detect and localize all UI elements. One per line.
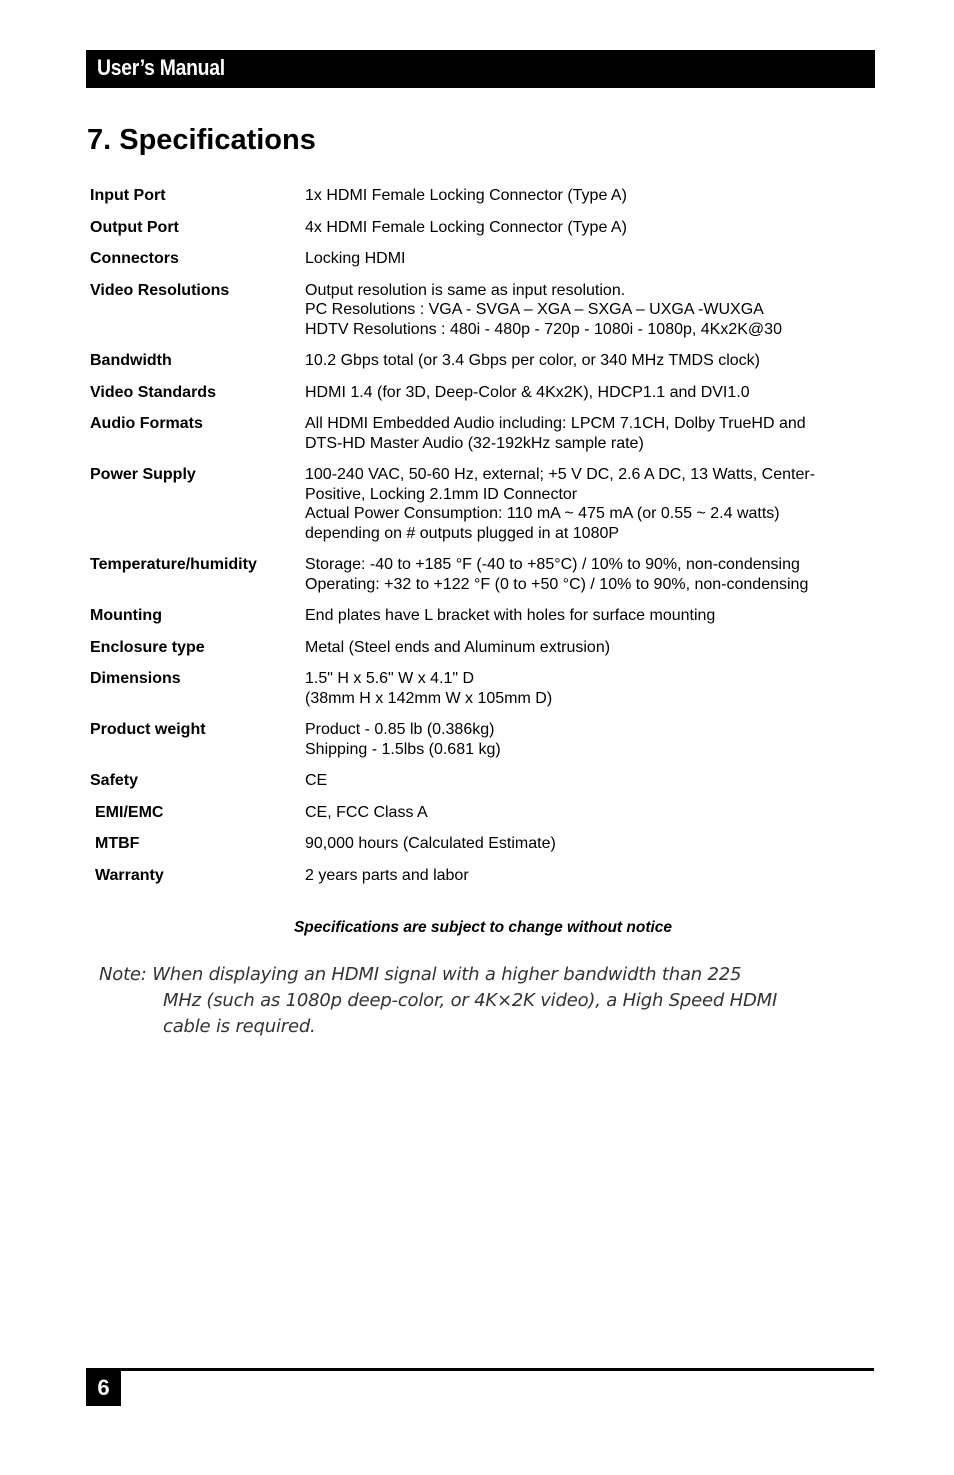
spec-value-line: Storage: -40 to +185 °F (-40 to +85°C) / 10% to 90%, non-condensing	[305, 556, 800, 573]
spec-value-line: PC Resolutions : VGA - SVGA – XGA – SXGA – UXGA -WUXGA	[305, 301, 764, 318]
spec-label: Power Supply	[90, 466, 196, 483]
spec-value-line: 2 years parts and labor	[305, 866, 469, 884]
spec-label: Output Port	[90, 218, 179, 236]
spec-value-line: Locking HDMI	[305, 250, 406, 267]
spec-label: Bandwidth	[90, 352, 172, 369]
note-line: Note: When displaying an HDMI signal with a higher bandwidth than 225	[99, 964, 742, 985]
specifications-table	[90, 186, 870, 897]
spec-value-line: CE, FCC Class A	[305, 803, 428, 821]
spec-value-line: Shipping - 1.5lbs (0.681 kg)	[305, 740, 501, 758]
spec-label: Product weight	[90, 721, 206, 738]
spec-row-bandwidth	[90, 351, 870, 371]
spec-label: Mounting	[90, 607, 162, 624]
note-line: cable is required.	[163, 1016, 316, 1037]
spec-row-connectors	[90, 249, 870, 269]
spec-label: Warranty	[95, 866, 164, 884]
spec-row-video-standards	[90, 383, 870, 403]
spec-row-output-port	[90, 218, 870, 238]
spec-row-product-weight	[90, 720, 870, 759]
spec-value-line: 1.5" H x 5.6" W x 4.1" D	[305, 670, 475, 687]
spec-label: Video Resolutions	[90, 281, 230, 299]
footer-rule	[86, 1368, 874, 1371]
spec-label: Video Standards	[90, 383, 216, 401]
spec-value-line: All HDMI Embedded Audio including: LPCM 7.1CH, Dolby TrueHD and	[305, 415, 806, 432]
spec-row-dimensions	[90, 669, 870, 708]
spec-row-safety	[90, 771, 870, 791]
spec-value-line: 100-240 VAC, 50-60 Hz, external; +5 V DC, 2.6 A DC, 13 Watts, Center-	[305, 466, 816, 483]
spec-value	[305, 281, 870, 340]
spec-label: Input Port	[90, 187, 166, 204]
spec-value	[305, 638, 870, 658]
spec-value-line: Actual Power Consumption: 110 mA ~ 475 mA (or 0.55 ~ 2.4 watts)	[305, 505, 780, 522]
spec-value-line: Product - 0.85 lb (0.386kg)	[305, 721, 495, 738]
page-number-box	[86, 1370, 121, 1406]
spec-value-line: CE	[305, 772, 328, 789]
spec-value-line: End plates have L bracket with holes for surface mounting	[305, 607, 716, 624]
spec-row-mtbf	[90, 834, 870, 854]
spec-value	[305, 771, 870, 791]
spec-value-line: Output resolution is same as input resolution.	[305, 281, 626, 299]
manual-title: User’s Manual	[97, 55, 225, 80]
spec-value-line: depending on # outputs plugged in at 1080P	[305, 524, 620, 542]
spec-row-audio-formats	[90, 414, 870, 453]
spec-value-line: HDTV Resolutions : 480i - 480p - 720p - 1080i - 1080p, 4Kx2K@30	[305, 320, 782, 338]
spec-value-line: Operating: +32 to +122 °F (0 to +50 °C) / 10% to 90%, non-condensing	[305, 575, 809, 593]
spec-value-line: (38mm H x 142mm W x 105mm D)	[305, 689, 553, 707]
spec-label: EMI/EMC	[95, 803, 164, 821]
spec-label: Safety	[90, 772, 139, 789]
spec-value-line: Positive, Locking 2.1mm ID Connector	[305, 485, 578, 503]
spec-value-line: DTS-HD Master Audio (32-192kHz sample rate)	[305, 434, 644, 452]
spec-value	[305, 465, 870, 543]
page-number: 6	[97, 1375, 110, 1400]
spec-row-video-resolutions	[90, 281, 870, 340]
spec-label: Audio Formats	[90, 415, 203, 432]
spec-value	[305, 669, 870, 708]
spec-value	[305, 720, 870, 759]
spec-row-temperature-humidity	[90, 555, 870, 594]
spec-label: MTBF	[95, 835, 140, 852]
spec-row-input-port	[90, 186, 870, 206]
change-notice: Specifications are subject to change without notice	[293, 919, 673, 936]
spec-value	[305, 803, 870, 823]
spec-value	[305, 249, 870, 269]
section-title: 7. Specifications	[87, 124, 316, 156]
spec-row-warranty	[90, 866, 870, 886]
spec-value	[305, 555, 870, 594]
header-bar	[86, 50, 875, 88]
spec-row-power-supply	[90, 465, 870, 543]
spec-value-line: 1x HDMI Female Locking Connector (Type A)	[305, 187, 627, 204]
spec-value	[305, 834, 870, 854]
spec-row-mounting	[90, 606, 870, 626]
hdmi-cable-note	[99, 962, 819, 1040]
spec-value-line: 4x HDMI Female Locking Connector (Type A)	[305, 218, 627, 236]
spec-label: Connectors	[90, 250, 179, 267]
spec-value	[305, 351, 870, 371]
spec-label: Dimensions	[90, 670, 181, 687]
spec-value-line: Metal (Steel ends and Aluminum extrusion)	[305, 638, 611, 656]
spec-label: Temperature/humidity	[90, 556, 257, 573]
spec-value	[305, 414, 870, 453]
spec-value	[305, 186, 870, 206]
spec-row-enclosure-type	[90, 638, 870, 658]
note-line: MHz (such as 1080p deep-color, or 4K×2K video), a High Speed HDMI	[163, 990, 778, 1011]
spec-value	[305, 383, 870, 403]
spec-value-line: 90,000 hours (Calculated Estimate)	[305, 835, 556, 852]
spec-label: Enclosure type	[90, 638, 205, 656]
spec-value	[305, 866, 870, 886]
spec-value	[305, 218, 870, 238]
spec-value	[305, 606, 870, 626]
spec-value-line: 10.2 Gbps total (or 3.4 Gbps per color, or 340 MHz TMDS clock)	[305, 352, 760, 369]
spec-value-line: HDMI 1.4 (for 3D, Deep-Color & 4Kx2K), HDCP1.1 and DVI1.0	[305, 383, 750, 401]
spec-row-emi-emc	[90, 803, 870, 823]
